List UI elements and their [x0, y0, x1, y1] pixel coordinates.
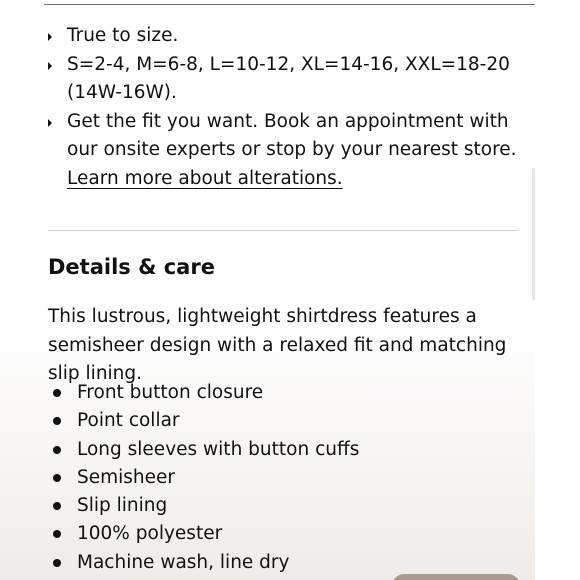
details-list: [48, 379, 518, 577]
detail-text: Semisheer: [77, 466, 176, 488]
bullet-dot-icon: [53, 530, 61, 538]
detail-text: 100% polyester: [77, 523, 223, 545]
list-item: [48, 407, 518, 435]
fit-item-text: True to size.: [67, 25, 179, 46]
bullet-arrow-icon: [48, 33, 52, 41]
bullet-dot-icon: [53, 502, 61, 510]
list-item: [48, 108, 518, 194]
details-care-heading: Details & care: [48, 255, 215, 279]
list-item: [48, 492, 518, 520]
bullet-dot-icon: [53, 474, 61, 482]
fit-item-text: S=2-4, M=6-8, L=10-12, XL=14-16, XXL=18-20 (14W-16W).: [67, 53, 510, 103]
list-item: [48, 464, 518, 492]
detail-text: Point collar: [77, 410, 180, 432]
bullet-dot-icon: [53, 446, 61, 454]
scrollbar[interactable]: [532, 168, 535, 300]
list-item: [48, 379, 518, 407]
detail-text: Slip lining: [77, 495, 168, 517]
product-thumbnail: [392, 574, 520, 580]
section-divider: [48, 230, 518, 231]
section-divider-top: [44, 4, 536, 5]
detail-text: Long sleeves with button cuffs: [77, 438, 360, 460]
page-margin: [535, 0, 580, 580]
list-item: [48, 436, 518, 464]
detail-text: Machine wash, line dry: [77, 551, 290, 573]
fit-item-text: Get the fit you want. Book an appointment with our onsite experts or stop by your nearest store.: [67, 110, 517, 160]
list-item: [48, 22, 518, 51]
alterations-link[interactable]: Learn more about alterations.: [67, 167, 343, 189]
list-item: [48, 520, 518, 548]
bullet-arrow-icon: [48, 119, 52, 127]
detail-text: Front button closure: [77, 382, 264, 403]
bullet-dot-icon: [53, 389, 61, 397]
size-fit-list: [48, 22, 518, 193]
product-description: This lustrous, lightweight shirtdress features a semisheer design with a relaxed fit and matching slip lining.: [48, 306, 507, 384]
list-item: [48, 549, 518, 577]
list-item: [48, 51, 518, 108]
bullet-arrow-icon: [48, 62, 52, 70]
bullet-dot-icon: [53, 417, 61, 425]
bullet-dot-icon: [53, 559, 61, 567]
